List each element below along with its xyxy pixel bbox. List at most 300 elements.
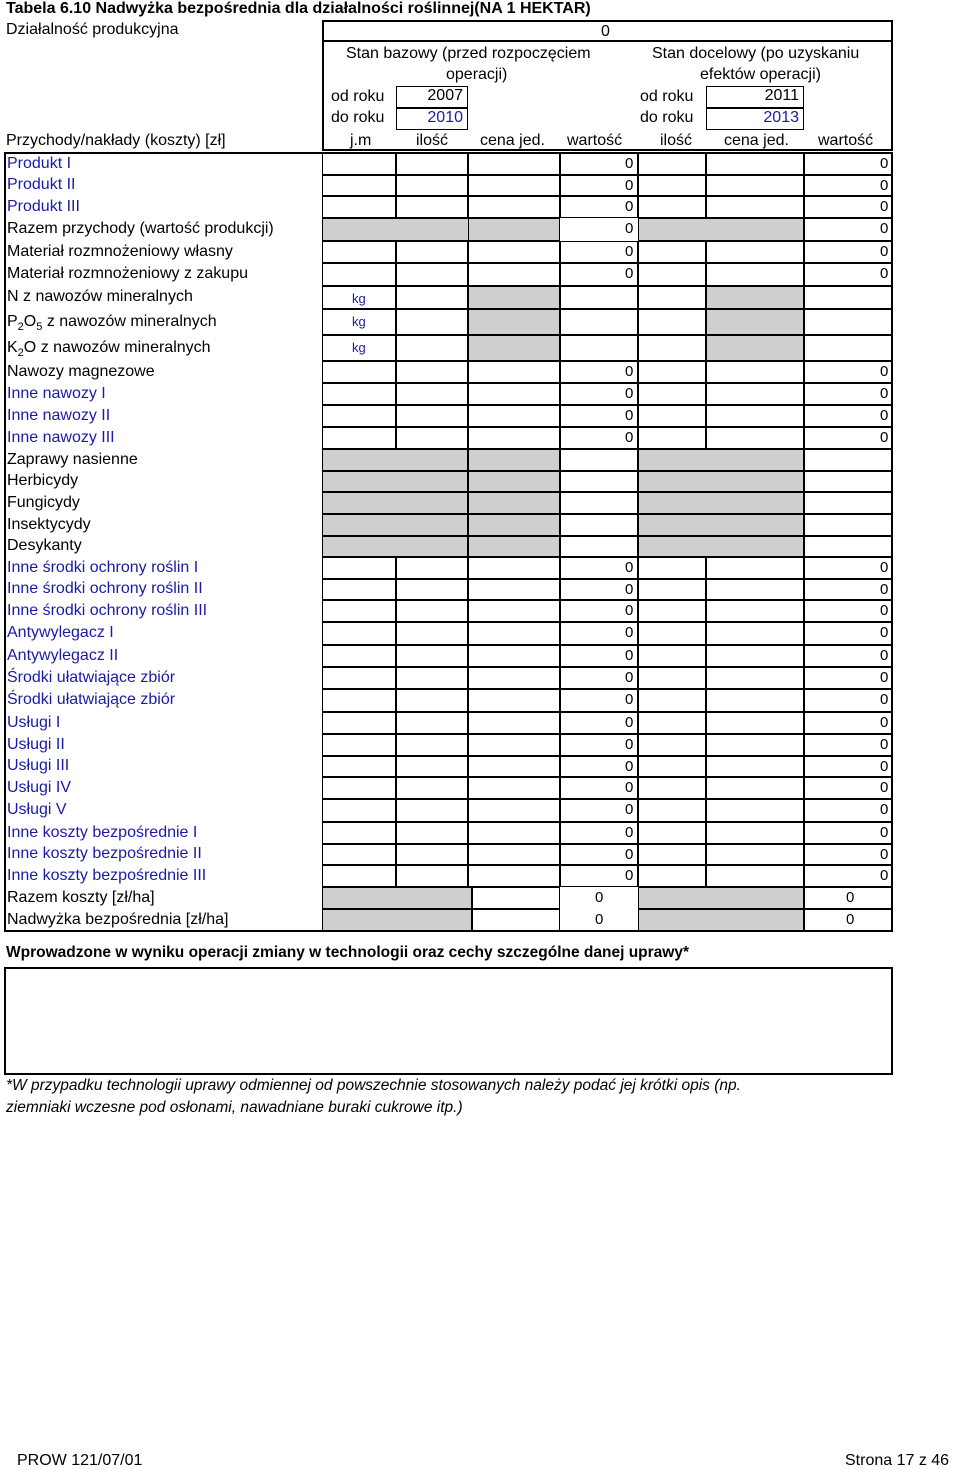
price2-cell[interactable] xyxy=(706,241,804,263)
row-label-part: O xyxy=(23,312,37,330)
row-label: Inne środki ochrony roślin III xyxy=(7,601,208,619)
column-price1-header: cena jed. xyxy=(480,132,545,149)
price1-cell[interactable] xyxy=(468,799,560,822)
price2-cell[interactable] xyxy=(706,405,804,427)
qty2-cell[interactable] xyxy=(638,712,706,734)
footnote-line-2: ziemniaki wczesne pod osłonami, nawadniane buraki cukrowe itp.) xyxy=(6,1099,463,1116)
value2-cell[interactable] xyxy=(804,667,892,689)
price2-cell[interactable] xyxy=(706,756,804,777)
price1-cell[interactable] xyxy=(468,667,560,689)
row-value-1: 0 xyxy=(625,559,634,576)
row-label: Nadwyżka bezpośrednia [zł/ha] xyxy=(7,910,229,928)
value1-cell[interactable] xyxy=(560,309,638,335)
value2-cell[interactable] xyxy=(804,153,892,175)
qty1-cell[interactable] xyxy=(396,645,468,667)
unit-cell[interactable] xyxy=(322,427,396,449)
row-value-1: 0 xyxy=(625,801,634,818)
row-label: Razem przychody (wartość produkcji) xyxy=(7,220,274,237)
unit-cell[interactable] xyxy=(322,175,396,196)
price2-cell[interactable] xyxy=(706,196,804,218)
value1-cell[interactable] xyxy=(560,536,638,557)
unit-cell[interactable] xyxy=(322,263,396,286)
row-value-2: 0 xyxy=(880,155,889,172)
row-value-2: 0 xyxy=(880,385,889,402)
row-value-1: 0 xyxy=(625,581,634,598)
price1-cell[interactable] xyxy=(468,645,560,667)
price2-cell[interactable] xyxy=(706,799,804,822)
value2-cell[interactable] xyxy=(804,645,892,667)
column-price2-header: cena jed. xyxy=(724,132,789,149)
value2-cell[interactable] xyxy=(804,309,892,335)
value2-cell[interactable] xyxy=(804,777,892,799)
unit-cell[interactable] xyxy=(322,645,396,667)
base-to-label: do roku xyxy=(331,109,385,126)
row-value-1: 0 xyxy=(625,220,634,237)
qty2-cell[interactable] xyxy=(638,263,706,286)
row-label: Produkt II xyxy=(7,176,76,193)
row-value-1: 0 xyxy=(595,889,604,906)
qty2-cell[interactable] xyxy=(638,383,706,405)
unit-cell[interactable] xyxy=(322,822,396,844)
qty1-cell[interactable] xyxy=(396,622,468,645)
unit-cell[interactable] xyxy=(322,361,396,383)
qty1-cell[interactable] xyxy=(396,361,468,383)
qty2-cell[interactable] xyxy=(638,667,706,689)
target-from-year: 2011 xyxy=(764,87,799,104)
row-value-2: 0 xyxy=(880,177,889,194)
value2-cell[interactable] xyxy=(804,712,892,734)
row-value-1: 0 xyxy=(625,429,634,446)
price2-cell[interactable] xyxy=(706,383,804,405)
row-value-2: 0 xyxy=(880,363,889,380)
column-label-header: Przychody/nakłady (koszty) [zł] xyxy=(6,132,226,149)
base-to-year: 2010 xyxy=(427,109,463,126)
qty2-cell[interactable] xyxy=(638,844,706,865)
price1-cell[interactable] xyxy=(468,196,560,218)
row-value-2: 0 xyxy=(880,714,889,731)
row-label-part: O xyxy=(23,338,37,356)
row-value-1: 0 xyxy=(595,911,604,928)
qty1-cell[interactable] xyxy=(396,689,468,712)
value2-cell[interactable] xyxy=(804,844,892,865)
row-value-2: 0 xyxy=(880,647,889,664)
row-label: Inne koszty bezpośrednie III xyxy=(7,866,207,884)
price2-cell[interactable] xyxy=(706,645,804,667)
qty1-cell[interactable] xyxy=(396,799,468,822)
gray-cell xyxy=(468,514,560,536)
qty2-cell[interactable] xyxy=(638,309,706,335)
row-label: Środki ułatwiające zbiór xyxy=(7,691,176,708)
row-value-2: 0 xyxy=(880,429,889,446)
qty2-cell[interactable] xyxy=(638,822,706,844)
base-from-label: od roku xyxy=(331,88,385,105)
row-value-1: 0 xyxy=(625,779,634,796)
qty1-cell[interactable] xyxy=(396,263,468,286)
price2-cell[interactable] xyxy=(706,844,804,865)
value2-cell[interactable] xyxy=(804,689,892,712)
price2-cell[interactable] xyxy=(706,734,804,756)
base-from-year-cell[interactable] xyxy=(396,86,468,108)
price2-cell[interactable] xyxy=(706,777,804,799)
qty2-cell[interactable] xyxy=(638,865,706,887)
row-value-1: 0 xyxy=(625,824,634,841)
row-label: Usługi IV xyxy=(7,778,72,796)
price1-cell[interactable] xyxy=(468,405,560,427)
value2-cell[interactable] xyxy=(804,734,892,756)
price2-cell[interactable] xyxy=(706,263,804,286)
row-label-part: P xyxy=(7,312,18,330)
value2-cell[interactable] xyxy=(804,579,892,600)
unit-cell[interactable] xyxy=(322,667,396,689)
gray-cell xyxy=(638,909,804,931)
base-to-year-cell[interactable] xyxy=(396,108,468,130)
row-value-2: 0 xyxy=(880,265,889,282)
column-value1-header: wartość xyxy=(567,132,623,149)
value1-cell[interactable] xyxy=(560,335,638,361)
price1-cell[interactable] xyxy=(468,734,560,756)
price2-cell[interactable] xyxy=(706,557,804,579)
target-to-label: do roku xyxy=(640,109,694,126)
unit-cell[interactable] xyxy=(322,865,396,887)
row-value-1: 0 xyxy=(625,407,634,424)
row-value-2: 0 xyxy=(880,691,889,708)
value2-cell[interactable] xyxy=(804,557,892,579)
value1-cell[interactable] xyxy=(560,286,638,309)
qty2-cell[interactable] xyxy=(638,175,706,196)
row-value-2: 0 xyxy=(846,889,855,906)
unit-cell[interactable] xyxy=(322,756,396,777)
value2-cell[interactable] xyxy=(804,241,892,263)
price1-cell[interactable] xyxy=(468,712,560,734)
row-label: Usługi II xyxy=(7,735,65,753)
row-label-part: 5 xyxy=(36,320,43,333)
price1-cell[interactable] xyxy=(468,822,560,844)
gray-cell xyxy=(468,449,560,471)
row-value-1: 0 xyxy=(625,243,634,260)
value2-cell[interactable] xyxy=(804,427,892,449)
value1-cell[interactable] xyxy=(560,471,638,492)
gray-cell xyxy=(322,492,468,514)
gray-cell xyxy=(468,492,560,514)
value-cell[interactable] xyxy=(804,218,892,241)
gray-cell xyxy=(706,286,804,309)
qty1-cell[interactable] xyxy=(396,175,468,196)
value1-cell[interactable] xyxy=(560,492,638,514)
row-unit: kg xyxy=(352,314,366,329)
gray-cell xyxy=(322,514,468,536)
qty2-cell[interactable] xyxy=(638,579,706,600)
gray-cell xyxy=(322,471,468,492)
row-label: Razem koszty [zł/ha] xyxy=(7,888,155,906)
gray-cell xyxy=(322,449,468,471)
row-label-part: 2 xyxy=(17,346,24,359)
gray-cell xyxy=(322,536,468,557)
footer-left: PROW 121/07/01 xyxy=(17,1452,143,1469)
base-from-year: 2007 xyxy=(427,87,463,104)
row-unit: kg xyxy=(352,340,366,355)
value2-cell[interactable] xyxy=(804,196,892,218)
qty1-cell[interactable] xyxy=(396,241,468,263)
price1-cell[interactable] xyxy=(468,689,560,712)
row-value-1: 0 xyxy=(625,669,634,686)
qty1-cell[interactable] xyxy=(396,579,468,600)
column-unit-header: j.m xyxy=(350,132,372,149)
target-state-title-2: efektów operacji) xyxy=(700,66,821,83)
value2-cell[interactable] xyxy=(804,514,892,536)
row-value-2: 0 xyxy=(880,779,889,796)
gray-cell xyxy=(322,887,472,909)
row-value-2: 0 xyxy=(880,758,889,775)
value2-cell[interactable] xyxy=(804,865,892,887)
row-label-part: z nawozów mineralnych xyxy=(36,338,211,356)
footer-right: Strona 17 z 46 xyxy=(845,1452,950,1469)
row-label-part: z nawozów mineralnych xyxy=(42,312,217,330)
qty1-cell[interactable] xyxy=(396,712,468,734)
qty1-cell[interactable] xyxy=(396,777,468,799)
activity-value: 0 xyxy=(601,23,610,40)
qty2-cell[interactable] xyxy=(638,557,706,579)
unit-cell[interactable] xyxy=(322,799,396,822)
unit-cell[interactable] xyxy=(322,734,396,756)
price2-cell[interactable] xyxy=(706,361,804,383)
table-title: Tabela 6.10 Nadwyżka bezpośrednia dla działalności roślinnej(NA 1 HEKTAR) xyxy=(6,0,591,17)
row-label: Materiał rozmnożeniowy własny xyxy=(7,242,233,260)
qty1-cell[interactable] xyxy=(396,286,468,309)
column-qty1-header: ilość xyxy=(416,132,449,149)
price1-cell[interactable] xyxy=(468,777,560,799)
qty2-cell[interactable] xyxy=(638,405,706,427)
row-label: Inne środki ochrony roślin I xyxy=(7,558,199,576)
row-value-2: 0 xyxy=(880,198,889,215)
column-qty2-header: ilość xyxy=(660,132,693,149)
price2-cell[interactable] xyxy=(706,712,804,734)
row-value-1: 0 xyxy=(625,363,634,380)
row-value-1: 0 xyxy=(625,714,634,731)
price1-cell[interactable] xyxy=(468,383,560,405)
qty1-cell[interactable] xyxy=(396,335,468,361)
value2-cell[interactable] xyxy=(804,492,892,514)
gray-cell xyxy=(638,218,804,241)
price1-cell[interactable] xyxy=(468,865,560,887)
row-label: Środki ułatwiające zbiór xyxy=(7,668,176,686)
qty2-cell[interactable] xyxy=(638,734,706,756)
qty1-cell[interactable] xyxy=(396,844,468,865)
row-value-1: 0 xyxy=(625,736,634,753)
qty2-cell[interactable] xyxy=(638,777,706,799)
price1-cell[interactable] xyxy=(468,241,560,263)
gray-cell xyxy=(706,335,804,361)
price2-cell[interactable] xyxy=(706,689,804,712)
gray-cell xyxy=(638,471,804,492)
price2-cell[interactable] xyxy=(706,667,804,689)
value1-cell[interactable] xyxy=(560,514,638,536)
row-value-1: 0 xyxy=(625,691,634,708)
price1-cell[interactable] xyxy=(468,600,560,622)
changes-textarea[interactable] xyxy=(4,967,893,1075)
qty2-cell[interactable] xyxy=(638,622,706,645)
qty1-cell[interactable] xyxy=(396,822,468,844)
row-label-part: 2 xyxy=(17,320,24,333)
target-to-year-cell[interactable] xyxy=(706,108,804,130)
unit-cell[interactable] xyxy=(322,153,396,175)
price2-cell[interactable] xyxy=(706,865,804,887)
value2-cell[interactable] xyxy=(804,756,892,777)
target-state-title-1: Stan docelowy (po uzyskaniu xyxy=(652,45,860,62)
price1-cell[interactable] xyxy=(468,756,560,777)
gray-cell xyxy=(468,309,560,335)
qty1-cell[interactable] xyxy=(396,309,468,335)
price2-cell[interactable] xyxy=(706,153,804,175)
unit-cell[interactable] xyxy=(322,844,396,865)
row-value-2: 0 xyxy=(880,801,889,818)
row-label: Inne koszty bezpośrednie II xyxy=(7,845,202,862)
value2-cell[interactable] xyxy=(804,361,892,383)
value2-cell[interactable] xyxy=(804,383,892,405)
unit-cell[interactable] xyxy=(322,712,396,734)
value2-cell[interactable] xyxy=(804,822,892,844)
price2-cell[interactable] xyxy=(706,822,804,844)
qty1-cell[interactable] xyxy=(396,600,468,622)
row-value-2: 0 xyxy=(880,602,889,619)
row-value-1: 0 xyxy=(625,177,634,194)
qty1-cell[interactable] xyxy=(396,196,468,218)
price1-cell[interactable] xyxy=(468,622,560,645)
price2-cell[interactable] xyxy=(706,622,804,645)
row-value-1: 0 xyxy=(625,624,634,641)
row-label xyxy=(7,313,217,331)
row-value-1: 0 xyxy=(625,385,634,402)
price1-cell[interactable] xyxy=(468,153,560,175)
value2-cell[interactable] xyxy=(804,536,892,557)
price2-cell[interactable] xyxy=(706,600,804,622)
qty2-cell[interactable] xyxy=(638,196,706,218)
row-value-2: 0 xyxy=(880,669,889,686)
row-value-2: 0 xyxy=(880,407,889,424)
value2-cell[interactable] xyxy=(804,449,892,471)
row-value-1: 0 xyxy=(625,867,634,884)
price1-cell[interactable] xyxy=(468,844,560,865)
price1-cell[interactable] xyxy=(468,263,560,286)
row-value-1: 0 xyxy=(625,155,634,172)
gray-cell xyxy=(638,887,804,909)
qty2-cell[interactable] xyxy=(638,153,706,175)
unit-cell[interactable] xyxy=(322,196,396,218)
gray-cell xyxy=(322,909,472,931)
value2-cell[interactable] xyxy=(804,799,892,822)
qty1-cell[interactable] xyxy=(396,865,468,887)
row-label-part: K xyxy=(7,338,18,356)
price2-cell[interactable] xyxy=(706,579,804,600)
qty2-cell[interactable] xyxy=(638,361,706,383)
row-value-1: 0 xyxy=(625,602,634,619)
value-cell[interactable] xyxy=(472,909,560,931)
qty2-cell[interactable] xyxy=(638,241,706,263)
qty2-cell[interactable] xyxy=(638,645,706,667)
price1-cell[interactable] xyxy=(468,175,560,196)
unit-cell[interactable] xyxy=(322,777,396,799)
row-label: Inne koszty bezpośrednie I xyxy=(7,823,198,841)
gray-cell xyxy=(468,286,560,309)
row-value-1: 0 xyxy=(625,758,634,775)
price2-cell[interactable] xyxy=(706,175,804,196)
value2-cell[interactable] xyxy=(804,600,892,622)
unit-cell[interactable] xyxy=(322,689,396,712)
row-label: Antywylegacz I xyxy=(7,624,114,641)
row-value-2: 0 xyxy=(880,559,889,576)
qty1-cell[interactable] xyxy=(396,405,468,427)
target-from-year-cell[interactable] xyxy=(706,86,804,108)
unit-cell[interactable] xyxy=(322,557,396,579)
activity-value-cell[interactable] xyxy=(322,20,893,42)
price1-cell[interactable] xyxy=(468,579,560,600)
activity-label: Działalność produkcyjna xyxy=(6,21,179,38)
qty1-cell[interactable] xyxy=(396,756,468,777)
row-label: Usługi V xyxy=(7,801,67,818)
target-to-year: 2013 xyxy=(763,109,799,126)
gray-cell xyxy=(468,335,560,361)
target-from-label: od roku xyxy=(640,88,694,105)
unit-cell[interactable] xyxy=(322,622,396,645)
qty1-cell[interactable] xyxy=(396,153,468,175)
qty2-cell[interactable] xyxy=(638,600,706,622)
gray-cell xyxy=(638,536,804,557)
price1-cell[interactable] xyxy=(468,427,560,449)
value2-cell[interactable] xyxy=(804,622,892,645)
qty2-cell[interactable] xyxy=(638,286,706,309)
unit-cell[interactable] xyxy=(322,241,396,263)
row-label: Inne nawozy III xyxy=(7,428,115,446)
row-value-1: 0 xyxy=(625,265,634,282)
unit-cell[interactable] xyxy=(322,405,396,427)
gray-cell xyxy=(638,514,804,536)
value2-cell[interactable] xyxy=(804,286,892,309)
price2-cell[interactable] xyxy=(706,427,804,449)
value1-cell[interactable] xyxy=(560,449,638,471)
qty1-cell[interactable] xyxy=(396,427,468,449)
price1-cell[interactable] xyxy=(468,557,560,579)
qty2-cell[interactable] xyxy=(638,799,706,822)
unit-cell[interactable] xyxy=(322,600,396,622)
row-value-2: 0 xyxy=(880,846,889,863)
unit-cell[interactable] xyxy=(322,383,396,405)
qty1-cell[interactable] xyxy=(396,383,468,405)
value-cell[interactable] xyxy=(468,218,560,241)
unit-cell[interactable] xyxy=(322,579,396,600)
qty1-cell[interactable] xyxy=(396,734,468,756)
qty2-cell[interactable] xyxy=(638,335,706,361)
value2-cell[interactable] xyxy=(804,263,892,286)
value2-cell[interactable] xyxy=(804,175,892,196)
row-label: Usługi III xyxy=(7,757,70,774)
row-value-2: 0 xyxy=(880,624,889,641)
row-label: N z nawozów mineralnych xyxy=(7,288,193,305)
value2-cell[interactable] xyxy=(804,471,892,492)
row-value-2: 0 xyxy=(880,243,889,260)
value-cell[interactable] xyxy=(472,887,560,909)
qty2-cell[interactable] xyxy=(638,689,706,712)
value2-cell[interactable] xyxy=(804,335,892,361)
value2-cell[interactable] xyxy=(804,405,892,427)
row-label: Inne środki ochrony roślin II xyxy=(7,580,203,597)
qty2-cell[interactable] xyxy=(638,756,706,777)
price1-cell[interactable] xyxy=(468,361,560,383)
gray-cell xyxy=(468,471,560,492)
row-value-2: 0 xyxy=(880,736,889,753)
qty1-cell[interactable] xyxy=(396,557,468,579)
qty1-cell[interactable] xyxy=(396,667,468,689)
row-label xyxy=(7,339,211,357)
qty2-cell[interactable] xyxy=(638,427,706,449)
